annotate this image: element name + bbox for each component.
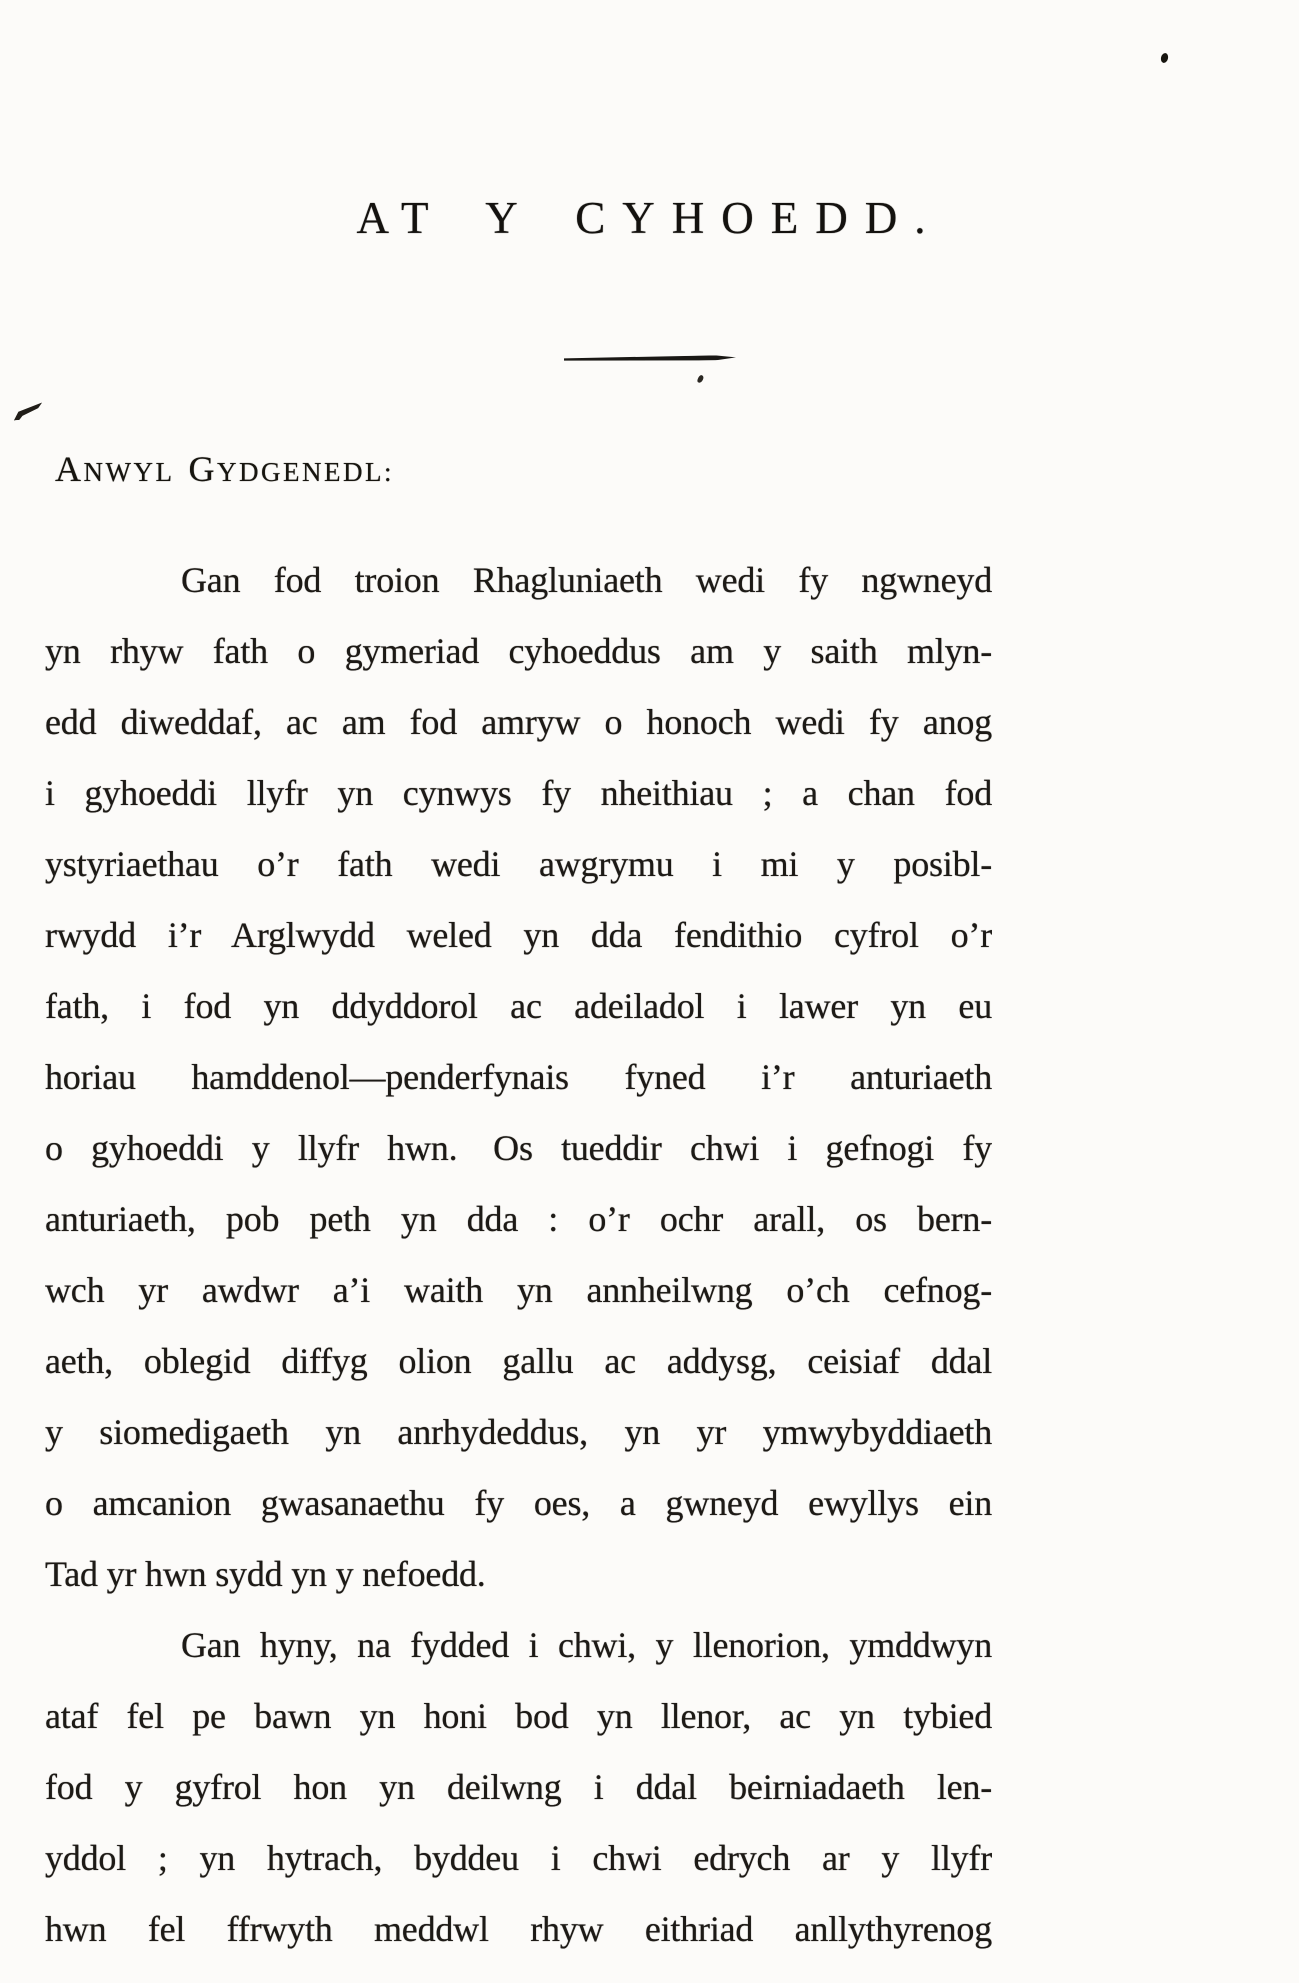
ink-dot-artifact — [1160, 52, 1169, 63]
text-line: yn rhyw fath o gymeriad cyhoeddus am y saith mlyn- — [45, 631, 992, 671]
salutation-smallcaps: NWYL — [83, 457, 175, 487]
text-line: yddol ; yn hytrach, byddeu i chwi edrych ar y llyfr — [45, 1838, 992, 1878]
salutation-initial: A — [55, 449, 84, 489]
salutation-smallcaps: YDGENEDL: — [216, 457, 394, 487]
text-line: o gyhoeddi y llyfr hwn. Os tueddir chwi i gefnogi fy — [45, 1128, 992, 1168]
body-text — [45, 545, 992, 1965]
salutation-initial: G — [188, 449, 217, 489]
text-line: anturiaeth, pob peth yn dda : o’r ochr arall, os bern- — [45, 1199, 992, 1239]
text-line: ataf fel pe bawn yn honi bod yn llenor, ac yn tybied — [45, 1696, 992, 1736]
text-line: Gan hyny, na fydded i chwi, y llenorion, ymddwyn — [181, 1625, 992, 1665]
text-line: fath, i fod yn ddyddorol ac adeiladol i lawer yn eu — [45, 986, 992, 1026]
text-line: edd diweddaf, ac am fod amryw o honoch wedi fy anog — [45, 702, 992, 742]
text-line: y siomedigaeth yn anrhydeddus, yn yr ymwybyddiaeth — [45, 1412, 992, 1452]
pen-mark-artifact — [12, 402, 43, 420]
text-line: Gan fod troion Rhagluniaeth wedi fy ngwneyd — [181, 560, 992, 600]
text-line: wch yr awdwr a’i waith yn annheilwng o’ch cefnog- — [45, 1270, 992, 1310]
text-line: i gyhoeddi llyfr yn cynwys fy nheithiau ; a chan fod — [45, 773, 992, 813]
text-line: aeth, oblegid diffyg olion gallu ac addysg, ceisiaf ddal — [45, 1341, 992, 1381]
page-title: AT Y CYHOEDD. — [356, 193, 943, 243]
text-line: ystyriaethau o’r fath wedi awgrymu i mi y posibl- — [45, 844, 992, 884]
text-line: rwydd i’r Arglwydd weled yn dda fendithio cyfrol o’r — [45, 915, 992, 955]
ink-speck-artifact — [697, 374, 705, 383]
text-line: fod y gyfrol hon yn deilwng i ddal beirniadaeth len- — [45, 1767, 992, 1807]
text-line: o amcanion gwasanaethu fy oes, a gwneyd ewyllys ein — [45, 1483, 992, 1523]
text-line: horiau hamddenol—penderfynais fyned i’r anturiaeth — [45, 1057, 992, 1097]
text-line: Tad yr hwn sydd yn y nefoedd. — [45, 1554, 486, 1594]
text-line: hwn fel ffrwyth meddwl rhyw eithriad anllythyrenog — [45, 1909, 992, 1949]
section-divider — [563, 355, 735, 362]
salutation — [55, 448, 394, 490]
